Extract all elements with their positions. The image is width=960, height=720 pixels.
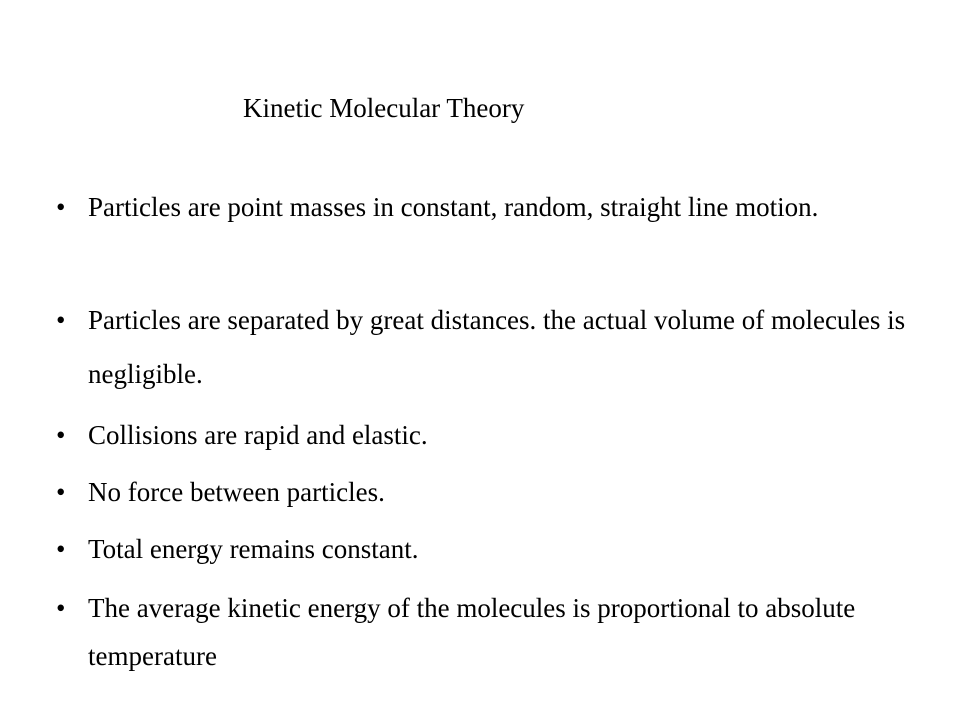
bullet-dot: •: [56, 593, 66, 623]
bullet-text: No force between particles.: [88, 477, 385, 507]
bullet-text: Particles are separated by great distances. the actual volume of molecules is negligible.: [88, 305, 906, 389]
bullet-dot: •: [56, 477, 66, 507]
bullet-text: The average kinetic energy of the molecules is proportional to absolute temperature: [88, 593, 856, 671]
bullet-dot: •: [56, 534, 66, 564]
slide-title: Kinetic Molecular Theory: [243, 93, 525, 123]
bullet-item: [56, 471, 906, 513]
bullet-dot: •: [56, 192, 66, 222]
bullet-dot: •: [56, 305, 66, 335]
bullet-item: [56, 528, 906, 570]
bullet-text: Particles are point masses in constant, random, straight line motion.: [88, 192, 819, 222]
bullet-item: [56, 584, 906, 680]
bullet-item: [56, 184, 906, 230]
bullet-dot: •: [56, 420, 66, 450]
bullet-text: Collisions are rapid and elastic.: [88, 420, 428, 450]
bullet-text: Total energy remains constant.: [88, 534, 419, 564]
bullet-item: [56, 293, 906, 401]
bullet-item: [56, 414, 906, 456]
